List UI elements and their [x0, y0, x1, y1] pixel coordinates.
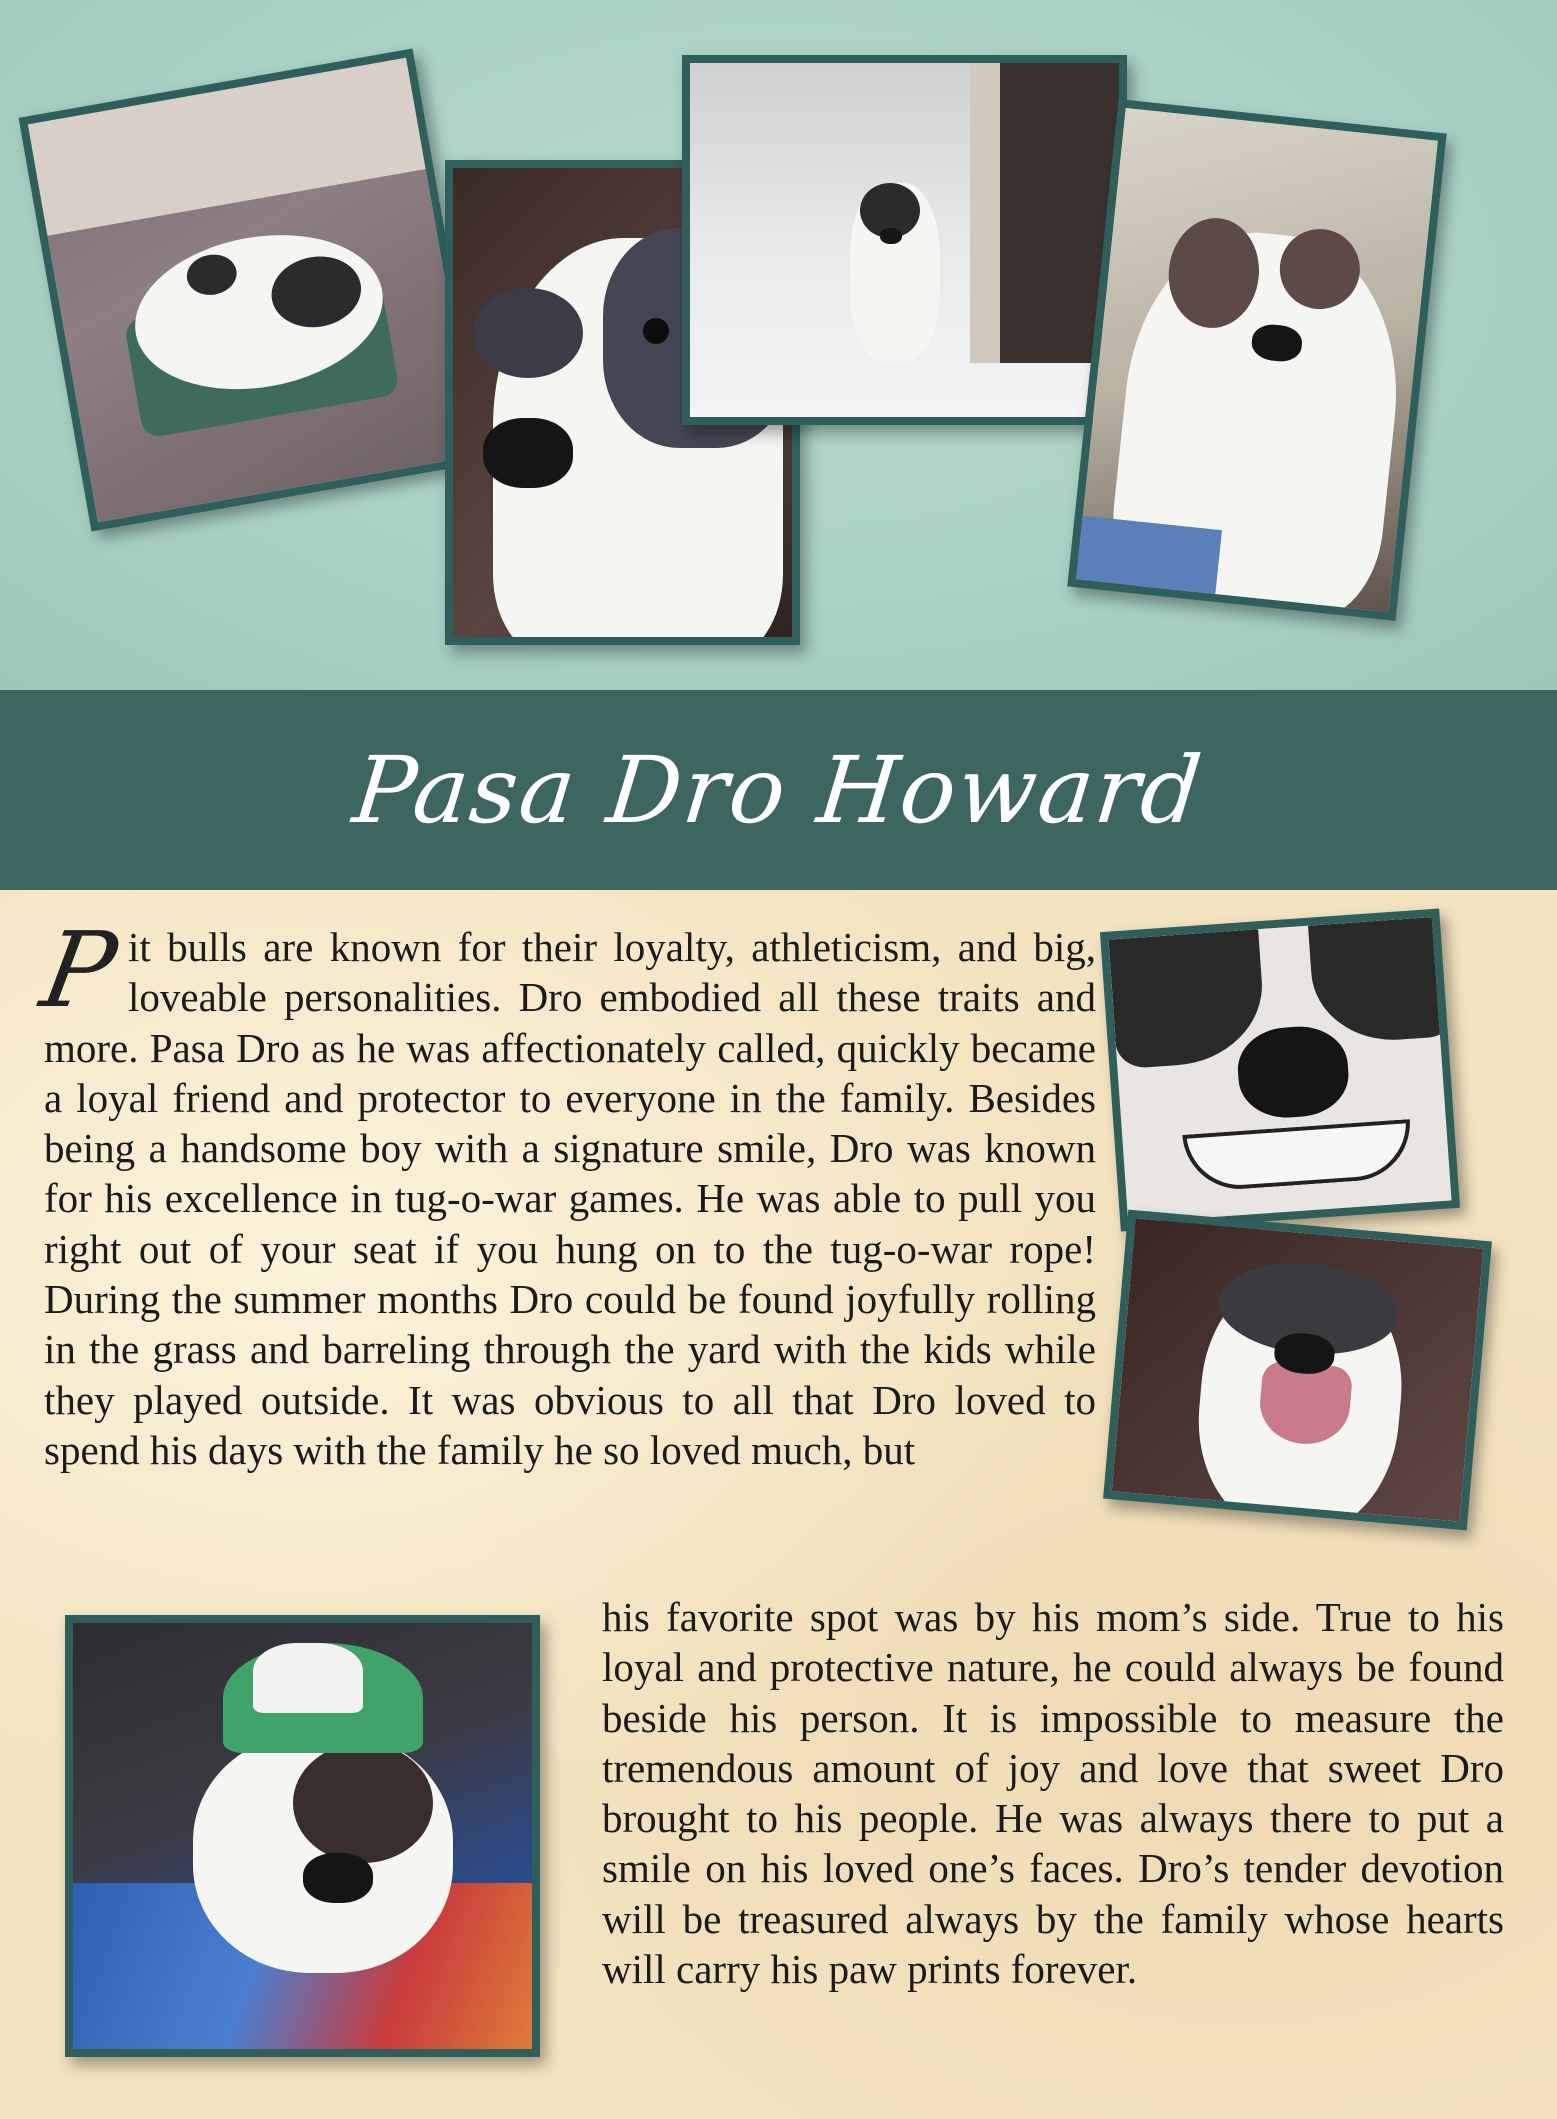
photo-dog-sleeping-on-bed: [19, 48, 486, 531]
article-paragraph-2-text: his favorite spot was by his mom’s side. True to his loyal and protective nature, he could always be found beside his person. It is impossible to measure the tremendous amount of joy and love that sweet Dro brought to his people. He was always there to put a smile on his loved one’s faces. Dro’s tender devotion will be treasured always by the family whose hearts will carry his paw prints forever.: [602, 1594, 1504, 1993]
article-paragraph-2: [602, 1592, 1504, 1994]
article-paragraph-1: [33, 909, 1096, 1475]
photo-dog-smiling: [1067, 99, 1446, 621]
drop-cap-letter: P: [33, 909, 125, 1031]
page-title: Pasa Dro Howard: [348, 736, 1209, 844]
photo-dog-grinning: [1100, 909, 1460, 1232]
photo-dog-wearing-green-cap: [65, 1615, 540, 2057]
title-banner: [0, 690, 1557, 890]
photo-dog-in-snow: [682, 55, 1127, 425]
photo-dog-mouth-open: [1103, 1210, 1492, 1531]
article-paragraph-1-text: it bulls are known for their loyalty, athleticism, and big, loveable personalities. Dro embodied all these traits and more. Pasa Dro as he was affectionately called, quickly became a loyal friend and protector to everyone in the family. Besides being a handsome boy with a signature smile, Dro was known for his excellence in tug-o-war games. He was able to pull you right out of your seat if you hung on to the tug-o-war rope! During the summer months Dro could be found joyfully rolling in the grass and barreling through the yard with the kids while they played outside. It was obvious to all that Dro loved to spend his days with the family he so loved much, but: [44, 924, 1096, 1473]
